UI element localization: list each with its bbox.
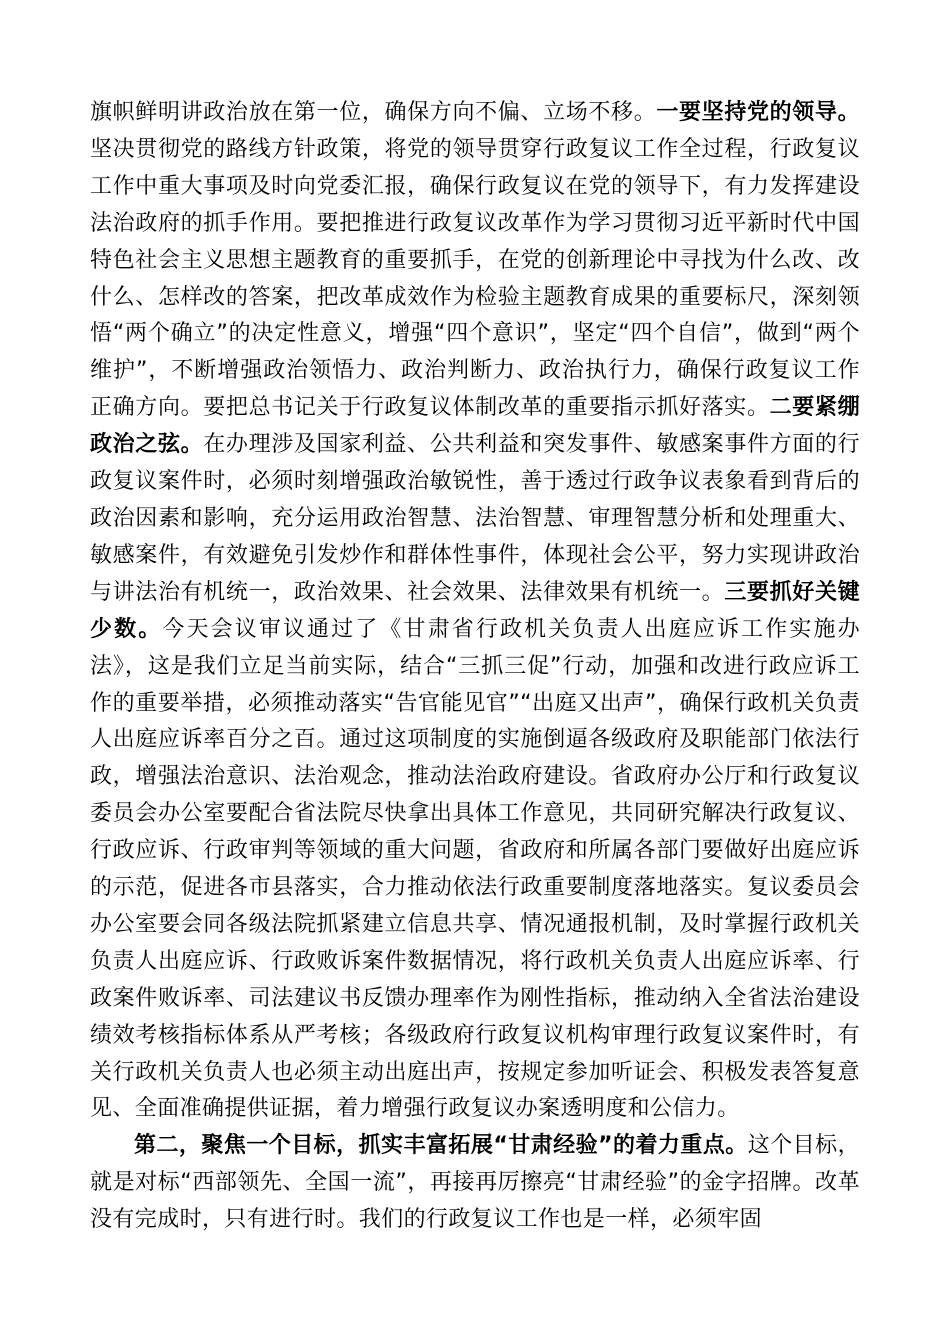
heading-run-1: 一要坚持党的领导。 bbox=[656, 100, 860, 125]
text-run: 在办理涉及国家利益、公共利益和突发事件、敏感案事件方面的行政复议案件时，必须时刻增强政治敏锐性，善于透过行政争议表象看到背后的政治因素和影响，充分运用政治智慧、法治智慧、审理智慧分析和处理重大、敏感案件，有效避免引发炒作和群体性事件，体现社会公平，努力实现讲政治与讲法治有机统一，政治效果、社会效果、法律效果有机统一。 bbox=[90, 432, 860, 605]
paragraph-party-leadership bbox=[90, 95, 860, 1128]
section-heading-second: 第二，聚焦一个目标，抓实丰富拓展“甘肃经验”的着力重点。 bbox=[134, 1133, 748, 1159]
document-body bbox=[90, 95, 860, 1239]
text-run: 坚决贯彻党的路线方针政策，将党的领导贯穿行政复议工作全过程，行政复议工作中重大事项及时向党委汇报，确保行政复议在党的领导下，有力发挥建设法治政府的抓手作用。要把推进行政复议改革作为学习贯彻习近平新时代中国特色社会主义思想主题教育的重要抓手，在党的创新理论中寻找为什么改、改什么、怎样改的答案，把改革成效作为检验主题教育成果的重要标尺，深刻领悟“两个确立”的决定性意义，增强“四个意识”，坚定“四个自信”，做到“两个维护”，不断增强政治领悟力、政治判断力、政治执行力，确保行政复议工作正确方向。要把总书记关于行政复议体制改革的重要指示抓好落实。 bbox=[90, 136, 860, 421]
heading-run-2: 二要紧绷政治之弦。 bbox=[90, 395, 860, 458]
text-run: 这个目标，就是对标“西部领先、全国一流”，再接再厉擦亮“甘肃经验”的金字招牌。改革没有完成时，只有进行时。我们的行政复议工作也是一样，必须牢固 bbox=[90, 1133, 860, 1233]
text-run: 今天会议审议通过了《甘肃省行政机关负责人出庭应诉工作实施办法》，这是我们立足当前实际，结合“三抓三促”行动，加强和改进行政应诉工作的重要举措，必须推动落实“告官能见官”“出庭又出声”，确保行政机关负责人出庭应诉率百分之百。通过这项制度的实施倒逼各级政府及职能部门依法行政，增强法治意识、法治观念，推动法治政府建设。省政府办公厅和行政复议委员会办公室要配合省法院尽快拿出具体工作意见，共同研究解决行政复议、行政应诉、行政审判等领域的重大问题，省政府和所属各部门要做好出庭应诉的示范，促进各市县落实，合力推动依法行政重要制度落地落实。复议委员会办公室要会同各级法院抓紧建立信息共享、情况通报机制，及时掌握行政机关负责人出庭应诉、行政败诉案件数据情况，将行政机关负责人出庭应诉率、行政案件败诉率、司法建议书反馈办理率作为刚性指标，推动纳入全省法治建设绩效考核指标体系从严考核；各级政府行政复议机构审理行政复议案件时，有关行政机关负责人也必须主动出庭出声，按规定参加听证会、积极发表答复意见、全面准确提供证据，着力增强行政复议办案透明度和公信力。 bbox=[90, 616, 861, 1122]
text-run: 旗帜鲜明讲政治放在第一位，确保方向不偏、立场不移。 bbox=[90, 100, 657, 125]
heading-run-3: 三要抓好关键少数。 bbox=[90, 579, 860, 642]
paragraph-second-goal bbox=[90, 1128, 860, 1239]
